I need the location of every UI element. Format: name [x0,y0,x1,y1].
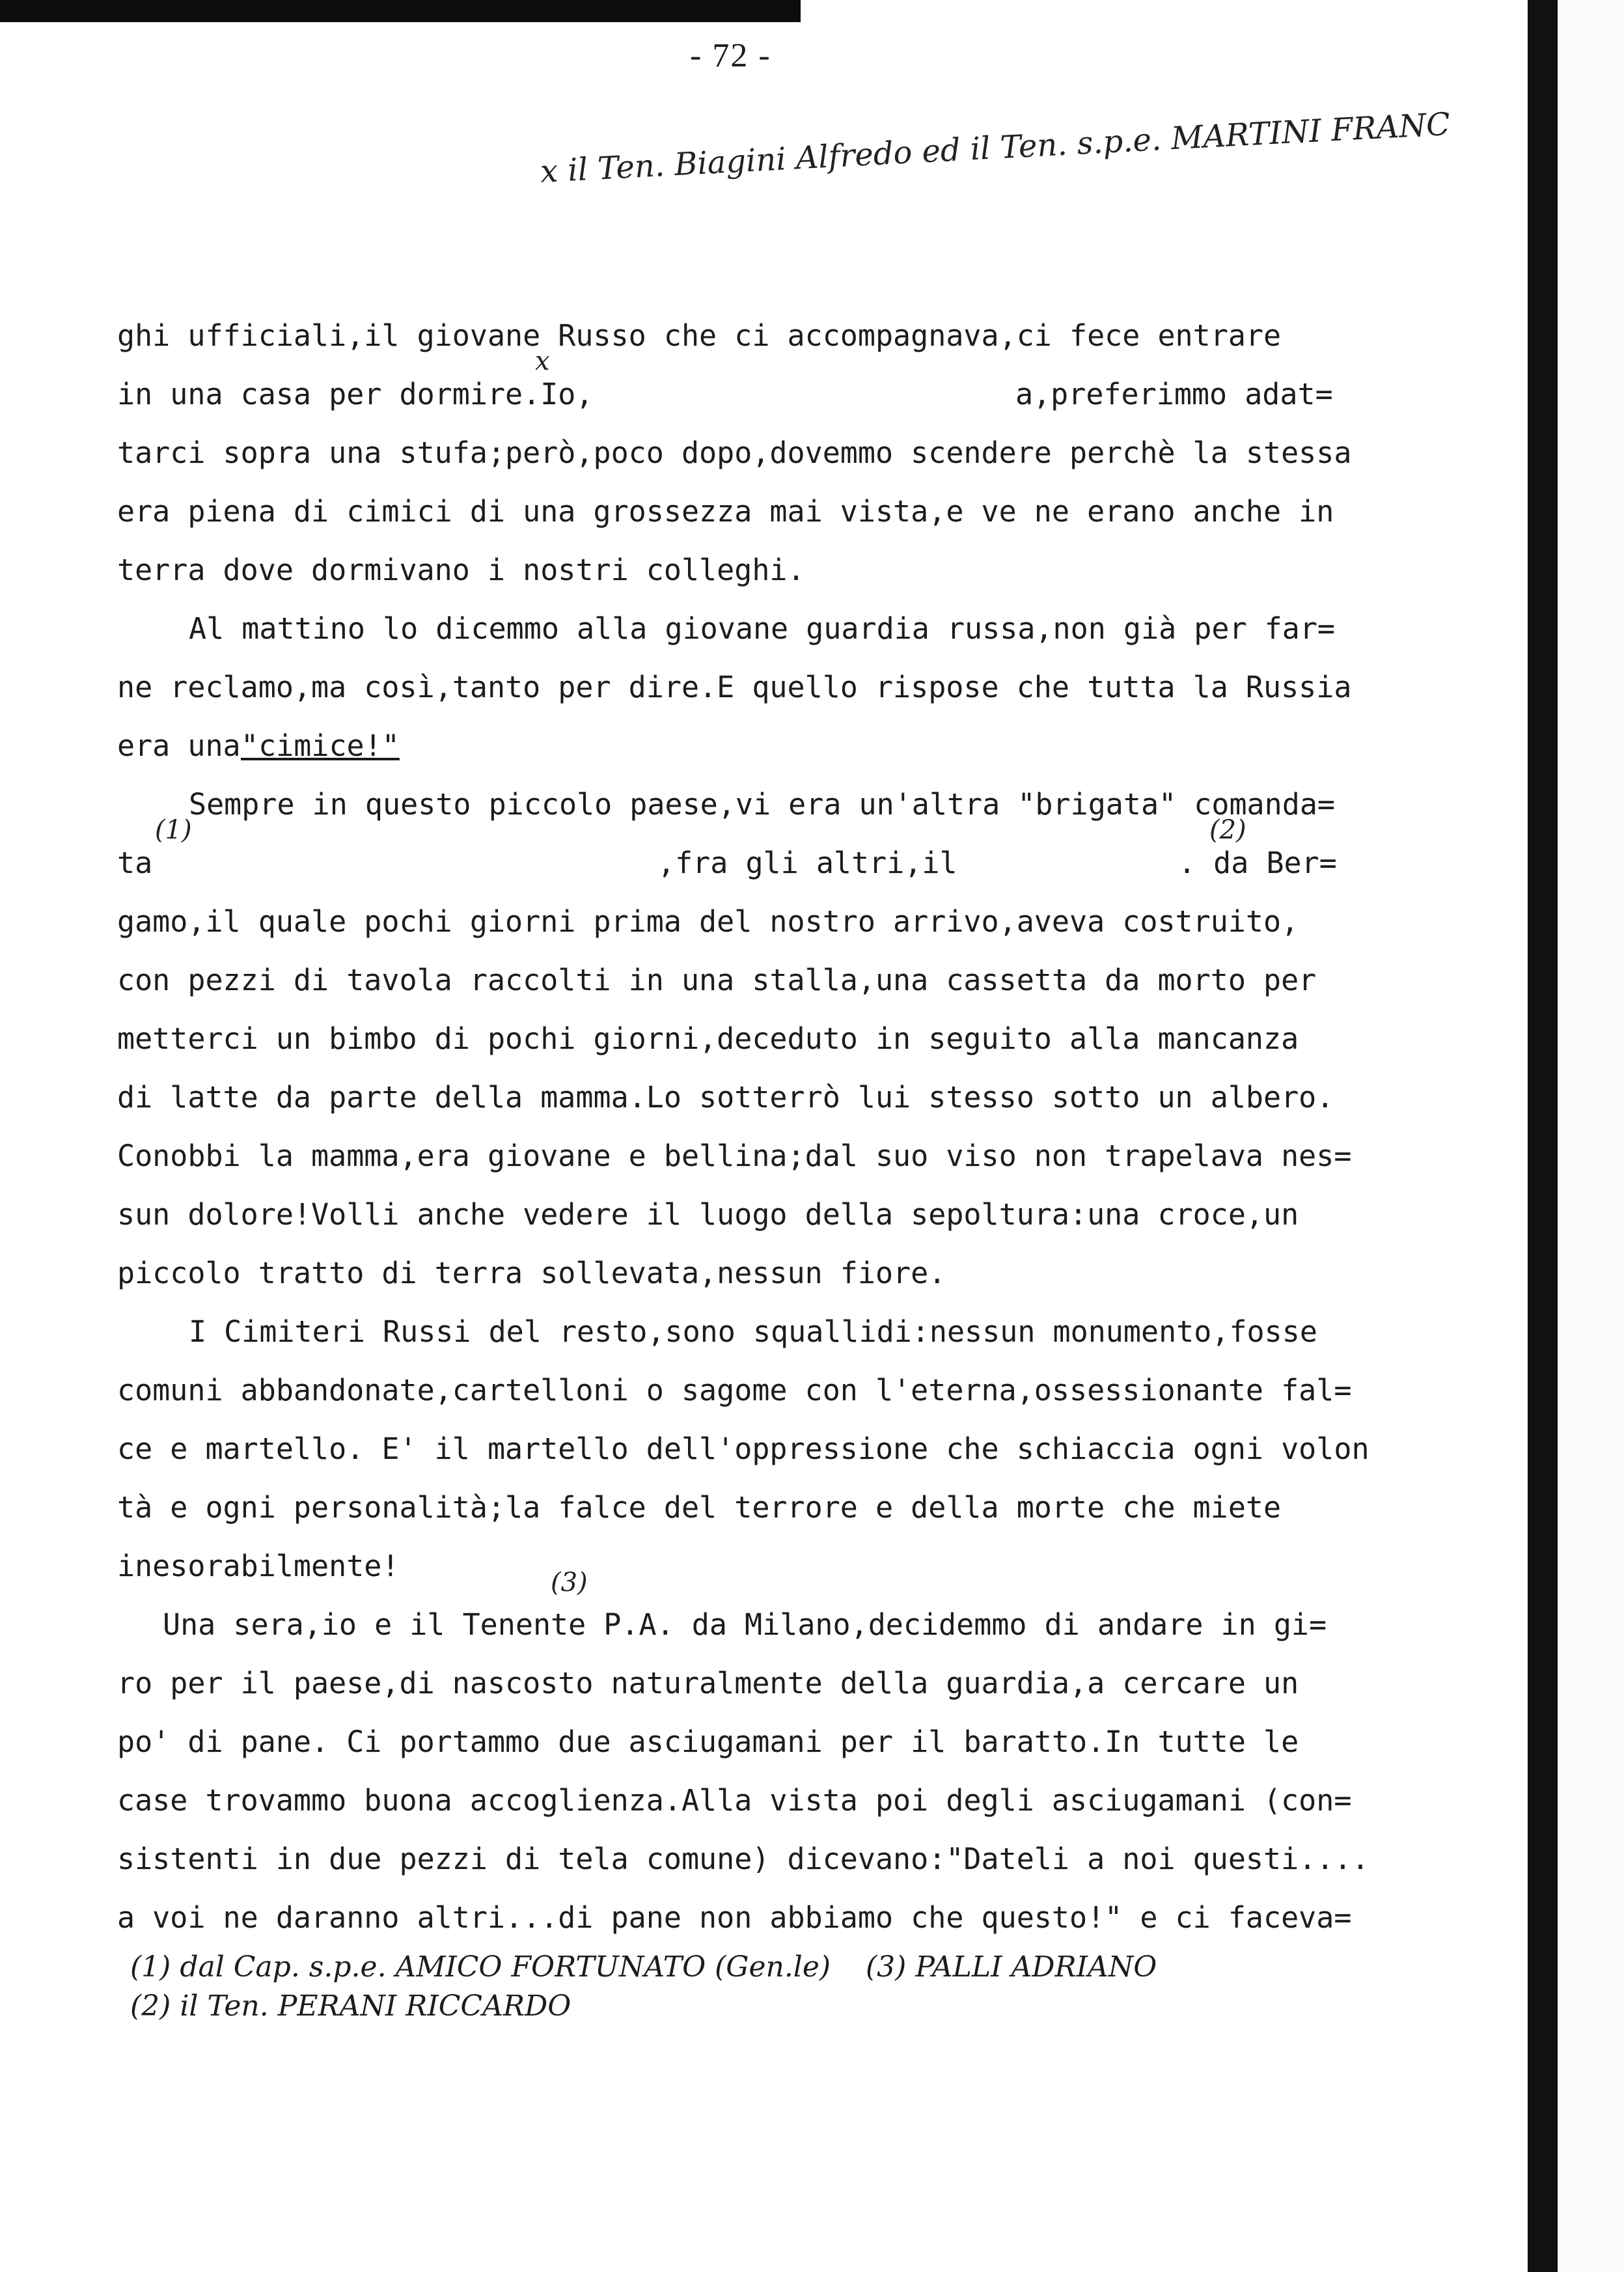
scan-border-top [0,0,801,22]
text-line-28: a voi ne daranno altri...di pane non abbiamo che questo!" e ci faceva= [117,1900,1352,1935]
text-line-19: comuni abbandonate,cartelloni o sagome con l'eterna,ossessionante fal= [117,1373,1352,1407]
text-line-14: di latte da parte della mamma.Lo sotterrò lui stesso sotto un albero. [117,1080,1334,1115]
text-line-5: terra dove dormivano i nostri colleghi. [117,553,805,587]
text-line-8a: era una [117,728,241,763]
text-line-10c: . da Ber= [1178,846,1337,880]
text-line-2b: a,preferimmo adat= [1015,377,1333,411]
text-line-1: ghi ufficiali,il giovane Russo che ci accompagnava,ci fece entrare [117,318,1282,353]
footnote-2: (2) il Ten. PERANI RICCARDO [130,1989,571,2023]
text-line-20: ce e martello. E' il martello dell'oppressione che schiaccia ogni volon [117,1432,1369,1466]
text-line-17: piccolo tratto di terra sollevata,nessun fiore. [117,1256,946,1290]
text-line-3: tarci sopra una stufa;però,poco dopo,dovemmo scendere perchè la stessa [117,436,1352,470]
text-line-21: tà e ogni personalità;la falce del terrore e della morte che miete [117,1490,1282,1525]
text-line-13: metterci un bimbo di pochi giorni,deceduto in seguito alla mancanza [117,1021,1299,1056]
text-line-2a: in una casa per dormire.Io, [117,377,594,411]
footnote-3: (3) PALLI ADRIANO [866,1950,1157,1984]
scan-margin-right [1558,0,1624,2272]
text-line-10a: ta [117,846,153,880]
text-line-27: sistenti in due pezzi di tela comune) dicevano:"Dateli a noi questi.... [117,1842,1369,1876]
text-line-24: ro per il paese,di nascosto naturalmente della guardia,a cercare un [117,1666,1299,1700]
text-line-4: era piena di cimici di una grossezza mai vista,e ve ne erano anche in [117,494,1334,529]
text-line-10b: ,fra gli altri,il [657,846,957,880]
text-line-7: ne reclamo,ma così,tanto per dire.E quello rispose che tutta la Russia [117,670,1352,704]
handwritten-ref-2: (2) [1209,815,1246,845]
text-line-15: Conobbi la mamma,era giovane e bellina;dal suo viso non trapelava nes= [117,1139,1352,1173]
text-line-11: gamo,il quale pochi giorni prima del nostro arrivo,aveva costruito, [117,904,1299,939]
footnote-1: (1) dal Cap. s.p.e. AMICO FORTUNATO (Gen.le) [130,1950,831,1984]
handwritten-x-mark: x [535,346,550,376]
text-line-9: Sempre in questo piccolo paese,vi era un'altra "brigata" comanda= [189,787,1335,822]
text-line-8b: "cimice!" [241,728,400,763]
text-line-22: inesorabilmente! [117,1549,400,1583]
page-number: - 72 - [690,37,771,74]
handwritten-ref-3: (3) [551,1568,588,1598]
text-line-26: case trovammo buona accoglienza.Alla vista poi degli asciugamani (con= [117,1783,1352,1818]
text-line-25: po' di pane. Ci portammo due asciugamani per il baratto.In tutte le [117,1725,1299,1759]
handwritten-note-top: x il Ten. Biagini Alfredo ed il Ten. s.p.e. MARTINI FRANC [539,105,1452,190]
scan-border-right [1528,0,1558,2272]
text-line-6: Al mattino lo dicemmo alla giovane guardia russa,non già per far= [189,611,1335,646]
text-line-16: sun dolore!Volli anche vedere il luogo della sepoltura:una croce,un [117,1197,1299,1232]
text-line-23: Una sera,io e il Tenente P.A. da Milano,decidemmo di andare in gi= [163,1607,1327,1642]
text-line-12: con pezzi di tavola raccolti in una stalla,una cassetta da morto per [117,963,1317,997]
handwritten-ref-1: (1) [155,815,192,845]
text-line-18: I Cimiteri Russi del resto,sono squallidi:nessun monumento,fosse [189,1314,1317,1349]
